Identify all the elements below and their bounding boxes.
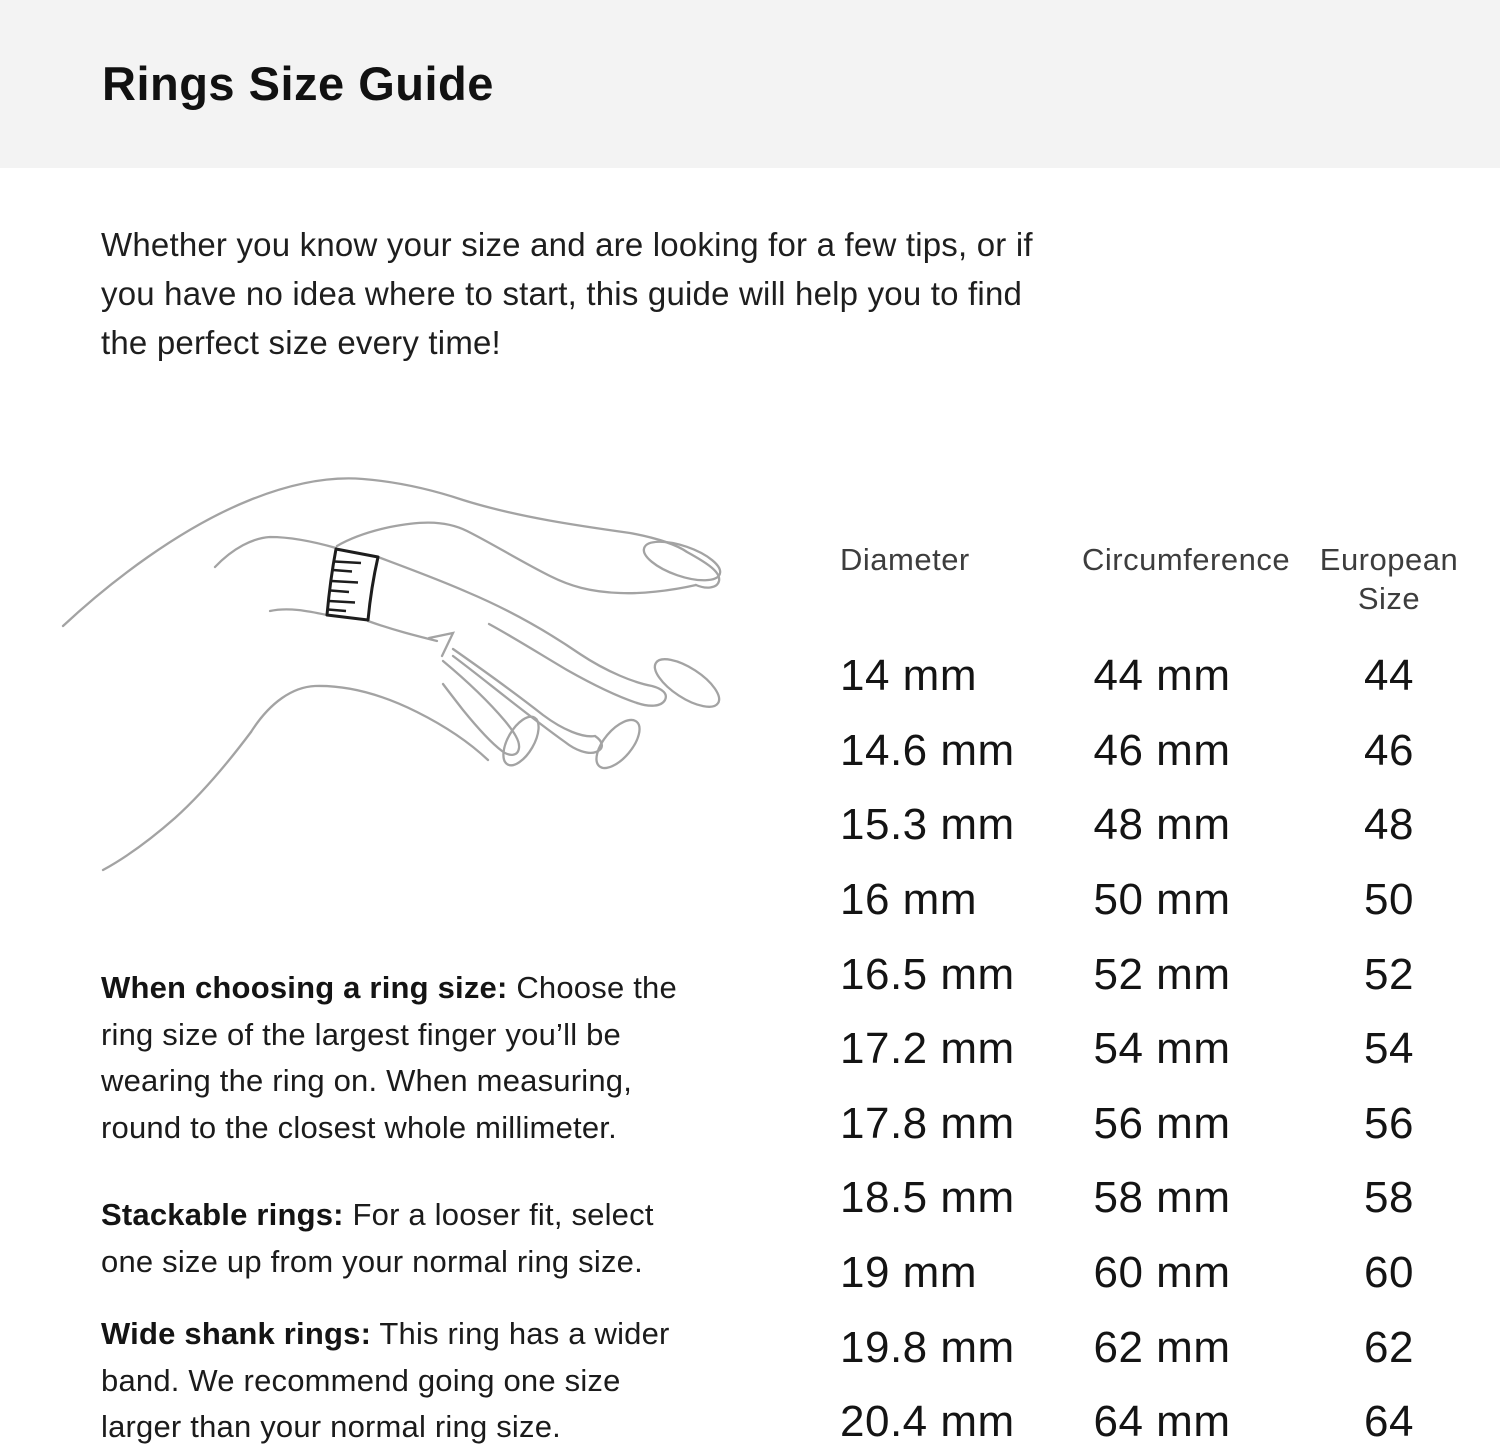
index-fingernail [639,534,724,588]
intro-paragraph [101,220,1033,367]
circumference-cell: 46 mm [1093,725,1231,775]
size-table-header [840,540,1500,618]
tip-line: wearing the ring on. When measuring, [101,1063,633,1098]
size-table-row [840,714,1500,789]
size-table-row [840,788,1500,863]
size-table-row [840,1236,1500,1311]
size-table-row [840,1161,1500,1236]
page-title: Rings Size Guide [102,57,494,110]
diameter-cell: 14.6 mm [840,725,1015,775]
european-size-cell: 52 [1364,949,1414,999]
circumference-cell: 60 mm [1093,1248,1231,1298]
header-band [0,0,1500,168]
circumference-cell: 58 mm [1093,1173,1231,1223]
tip-line: one size up from your normal ring size. [101,1243,643,1279]
column-header-diameter: Diameter [840,542,970,577]
european-size-cell: 54 [1364,1024,1414,1074]
ring-sizer-band [327,549,378,620]
diameter-cell: 14 mm [840,651,977,701]
tip-label: Wide shank rings: [101,1316,372,1351]
european-size-cell: 58 [1364,1173,1414,1223]
tip-line: larger than your normal ring size. [101,1409,561,1444]
tip-label: When choosing a ring size: [101,970,508,1005]
circumference-cell: 52 mm [1093,949,1231,999]
european-size-cell: 64 [1364,1397,1414,1447]
diameter-cell: 18.5 mm [840,1173,1015,1223]
european-size-cell: 44 [1364,651,1414,701]
tip-line: Stackable rings: For a looser fit, select [101,1197,654,1232]
diameter-cell: 15.3 mm [840,800,1015,850]
size-table-row [840,1310,1500,1385]
european-size-cell: 48 [1364,800,1414,850]
middle-fingernail [648,650,726,715]
tip-line: When choosing a ring size: Choose the [101,970,677,1005]
intro-line: Whether you know your size and are looking for a few tips, or if [101,226,1033,263]
size-table-body [840,639,1500,1450]
circumference-cell: 44 mm [1093,651,1231,701]
hand-with-ring-sizer-illustration [55,430,785,880]
size-table-row [840,863,1500,938]
european-size-cell: 46 [1364,725,1414,775]
tip-block [101,1192,781,1285]
tips-section [101,965,781,1450]
diameter-cell: 17.8 mm [840,1098,1015,1148]
circumference-cell: 64 mm [1093,1397,1231,1447]
european-size-cell: 62 [1364,1322,1414,1372]
ring-fingernail [589,713,648,775]
size-table-row [840,1385,1500,1450]
tip-label: Stackable rings: [101,1197,344,1232]
tip-line: round to the closest whole millimeter. [101,1109,617,1145]
size-table-row [840,639,1500,714]
tip-line: ring size of the largest finger you’ll be [101,1016,621,1052]
size-table-row [840,1012,1500,1087]
european-size-cell: 56 [1364,1098,1414,1148]
size-table-row [840,937,1500,1012]
tip-block [101,1311,781,1450]
circumference-cell: 54 mm [1093,1024,1231,1074]
diameter-cell: 16.5 mm [840,949,1015,999]
diameter-cell: 17.2 mm [840,1024,1015,1074]
column-header-circumference: Circumference [1082,542,1291,577]
tip-line: band. We recommend going one size [101,1362,621,1398]
tip-block [101,965,781,1151]
intro-line: the perfect size every time! [101,324,501,361]
intro-line: you have no idea where to start, this guide will help you to find [101,275,1023,312]
european-size-cell: 50 [1364,875,1414,925]
tip-line: Wide shank rings: This ring has a wider [101,1316,670,1351]
diameter-cell: 20.4 mm [840,1397,1015,1447]
column-header-european-size: European Size [1319,542,1459,616]
diameter-cell: 19.8 mm [840,1322,1015,1372]
hand-outline [63,478,726,870]
diameter-cell: 19 mm [840,1248,977,1298]
circumference-cell: 48 mm [1093,800,1231,850]
circumference-cell: 56 mm [1093,1098,1231,1148]
european-size-cell: 60 [1364,1248,1414,1298]
circumference-cell: 50 mm [1093,875,1231,925]
circumference-cell: 62 mm [1093,1322,1231,1372]
diameter-cell: 16 mm [840,875,977,925]
size-table-row [840,1087,1500,1162]
